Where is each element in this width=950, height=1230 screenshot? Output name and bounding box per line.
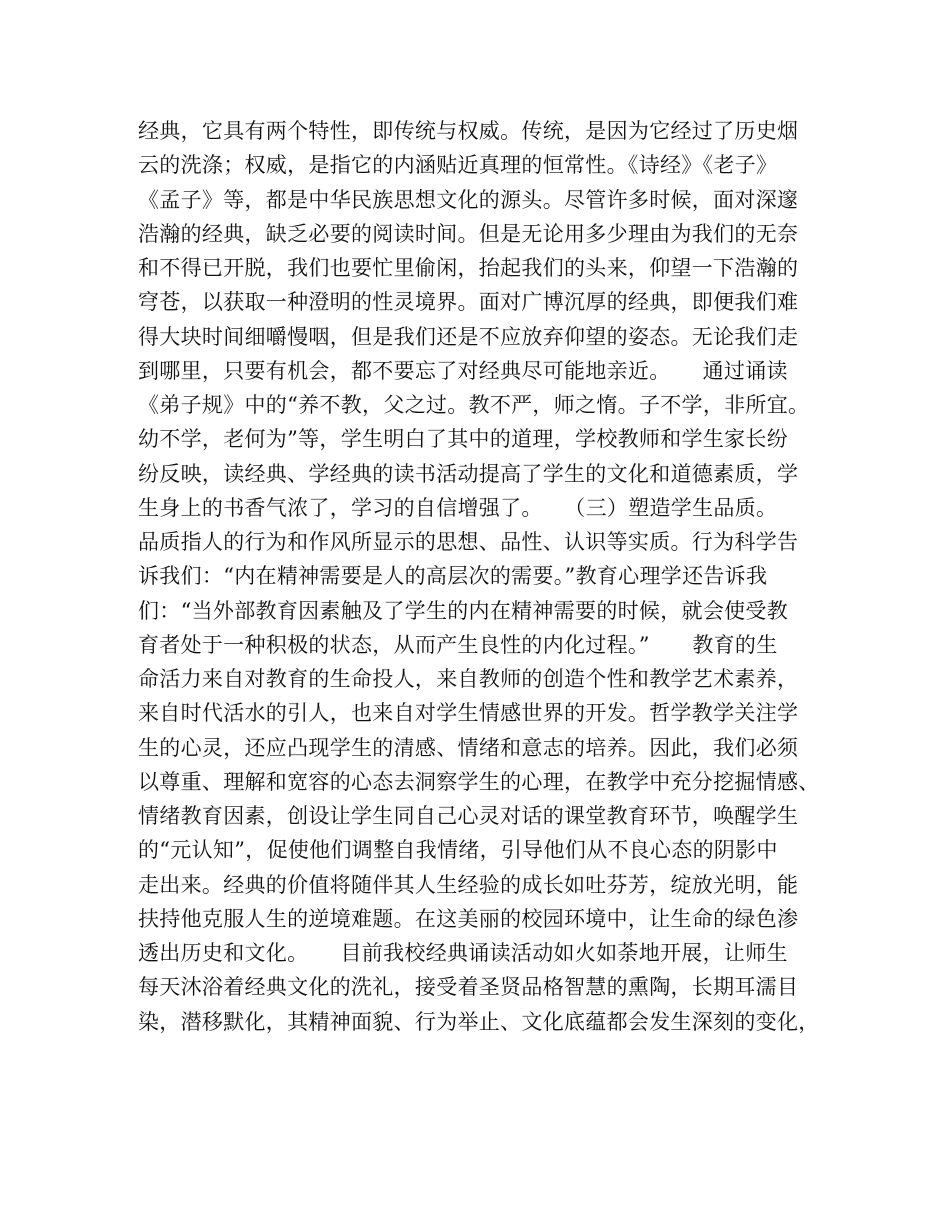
- text-line: 到哪里，只要有机会，都不要忘了对经典尽可能地亲近。 通过诵读: [138, 358, 788, 383]
- text-line: 和不得已开脱，我们也要忙里偷闲，抬起我们的头来，仰望一下浩瀚的: [138, 256, 799, 280]
- text-line: 透出历史和文化。 目前我校经典诵读活动如火如荼地开展，让师生: [138, 941, 788, 965]
- text-line: 来自时代活水的引人，也来自对学生情感世界的开发。哲学教学关注学: [138, 701, 799, 726]
- text-line: 们：“当外部教育因素触及了学生的内在精神需要的时候，就会使受教: [138, 598, 789, 623]
- text-line: 云的洗涤；权威，是指它的内涵贴近真理的恒常性。《诗经》《老子》: [138, 153, 778, 178]
- text-line: 育者处于一种积极的状态，从而产生良性的内化过程。” 教育的生: [138, 632, 778, 657]
- text-line: 扶持他克服人生的逆境难题。在这美丽的校园环境中，让生命的绿色渗: [138, 906, 799, 931]
- text-line: 每天沐浴着经典文化的洗礼，接受着圣贤品格智慧的熏陶，长期耳濡目: [138, 975, 799, 1000]
- text-line: 命活力来自对教育的生命投人，来自教师的创造个性和教学艺术素养，: [138, 667, 799, 691]
- body-text: [138, 114, 838, 1039]
- text-line: 浩瀚的经典，缺乏必要的阅读时间。但是无论用多少理由为我们的无奈: [138, 221, 799, 246]
- text-line: 以尊重、理解和宽容的心态去洞察学生的心理，在教学中充分挖掘情感、: [138, 769, 820, 794]
- text-line: 《弟子规》中的“养不教，父之过。教不严，师之惰。子不学，非所宜。: [138, 393, 810, 417]
- text-line: 得大块时间细嚼慢咽，但是我们还是不应放弃仰望的姿态。无论我们走: [138, 324, 799, 349]
- text-line: 纷反映，读经典、学经典的读书活动提高了学生的文化和道德素质，学: [138, 461, 799, 486]
- text-line: 品质指人的行为和作风所显示的思想、品性、认识等实质。行为科学告: [138, 530, 799, 554]
- text-line: 幼不学，老何为”等，学生明白了其中的道理，学校教师和学生家长纷: [138, 427, 789, 452]
- text-line: 走出来。经典的价值将随伴其人生经验的成长如吐芬芳，绽放光明，能: [138, 872, 799, 897]
- text-line: 情绪教育因素，创设让学生同自己心灵对话的课堂教育环节，唤醒学生: [138, 804, 799, 828]
- text-line: 生身上的书香气浓了，学习的自信增强了。 （三）塑造学生品质。: [138, 495, 778, 520]
- text-line: 的“元认知”，促使他们调整自我情绪，引导他们从不良心态的阴影中: [138, 838, 778, 863]
- text-line: 经典，它具有两个特性，即传统与权威。传统，是因为它经过了历史烟: [138, 119, 799, 143]
- text-line: 诉我们：“内在精神需要是人的高层次的需要。”教育心理学还告诉我: [138, 564, 768, 589]
- text-line: 染，潜移默化，其精神面貌、行为举止、文化底蕴都会发生深刻的变化，: [138, 1009, 820, 1034]
- text-line: 生的心灵，还应凸现学生的清感、情绪和意志的培养。因此，我们必须: [138, 735, 799, 760]
- text-line: 穹苍，以获取一种澄明的性灵境界。面对广博沉厚的经典，即便我们难: [138, 290, 799, 315]
- text-line: 《孟子》等，都是中华民族思想文化的源头。尽管许多时候，面对深邃: [138, 187, 799, 212]
